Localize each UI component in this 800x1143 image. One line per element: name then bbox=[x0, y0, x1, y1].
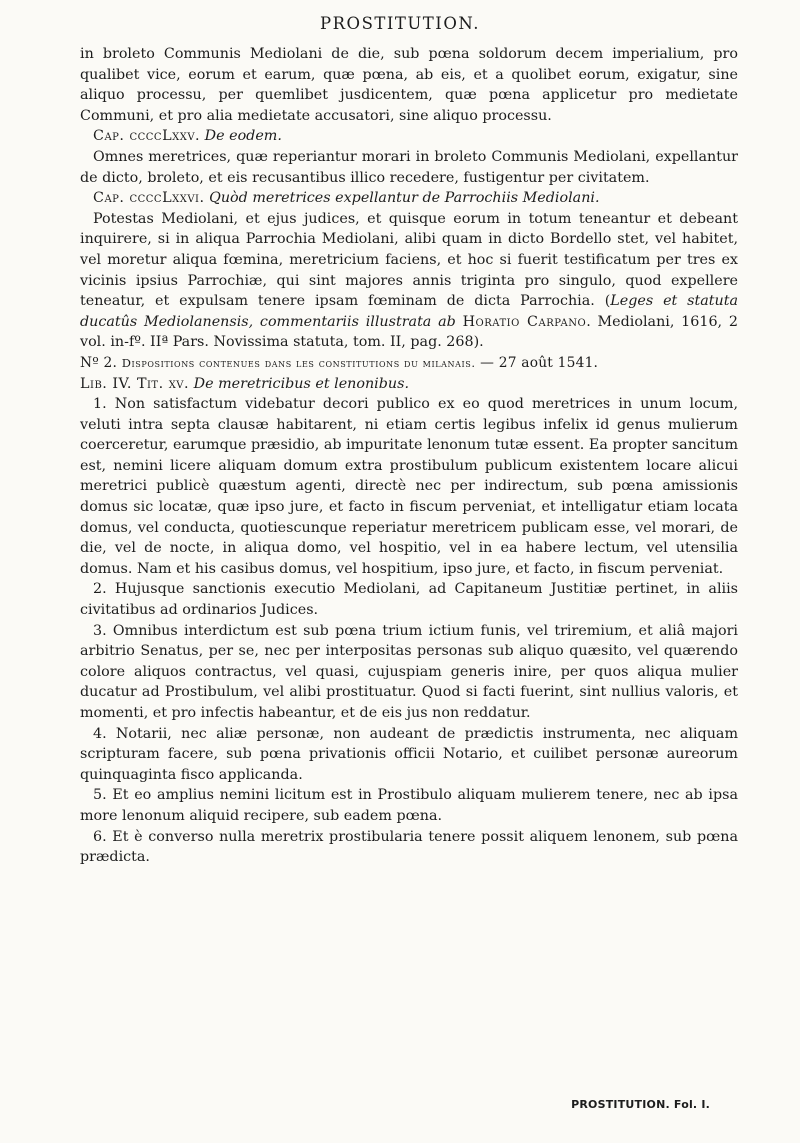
source-title: Leges et statuta ducatûs Mediolanensis, commentariis illustrata ab bbox=[80, 293, 739, 330]
document-heading bbox=[80, 353, 738, 374]
article-2: 2. Hujusque sanctionis executio Mediolani, ad Capitaneum Justitiæ pertinet, in aliis civitatibus ad ordinarios Judices. bbox=[80, 581, 738, 619]
running-head: PROSTITUTION. bbox=[320, 14, 480, 33]
article-4: 4. Notarii, nec aliæ personæ, non audeant de prædictis instrumenta, nec aliquam scripturam facere, sub pœna privationis officii Notario, et cuilibet personæ aureorum quinquaginta fisco applicanda. bbox=[80, 725, 738, 783]
book-title: De meretricibus et lenonibus. bbox=[193, 375, 409, 392]
source-details: . Mediolani, 1616, 2 vol. in-fº. IIª Pars. Novissima statuta, tom. II, pag. 268). bbox=[80, 313, 738, 351]
paragraph-continuation: in broleto Communis Mediolani de die, sub pœna soldorum decem imperialium, pro qualibet vice, eorum et earum, quæ pœna, ab eis, et a quolibet eorum, exigatur, sine aliquo processu, per quemlibet jusdicentem, quæ pœna applicetur pro medietate Communi, et pro alia medietate accusatori, sine aliquo processu. bbox=[80, 46, 738, 124]
chapter-number: Cap. ccccLxxvi. bbox=[93, 190, 205, 207]
body-text bbox=[80, 44, 738, 868]
article-3: 3. Omnibus interdictum est sub pœna trium ictium funis, vel triremium, et aliâ majori arbitrio Senatus, per se, nec per interpositas personas sub aliquo quæsito, vel quærendo colore aliquos contractus, vel quasi, cujuspiam generis inire, per quos aliqua mulier ducatur ad Prostibulum, vel alibi prostituatur. Quod si facti fuerint, sint nullius valoris, et momenti, et pro infectis habeantur, et de eis jus non reddatur. bbox=[80, 622, 738, 721]
paragraph-text: Potestas Mediolani, et ejus judices, et quisque eorum in totum teneantur et debeant inquirere, si in aliqua Parrochia Mediolani, alibi quam in dicto Bordello stet, vel habitet, vel moretur aliqua fœmina, meretricium faciens, et hoc si fuerit testificatum per tres ex vicinis ipsius Parrochiæ, qui sint majores annis triginta pro singulo, quod expellere teneatur, et expulsam tenere ipsam fœminam de dicta Parrochia. ( bbox=[80, 210, 738, 310]
document-number: Nº 2. bbox=[80, 354, 118, 371]
chapter-heading-475 bbox=[80, 126, 738, 147]
article-5: 5. Et eo amplius nemini licitum est in Prostibulo aliquam mulierem tenere, nec ab ipsa more lenonum aliquid recipere, sub eadem pœna. bbox=[80, 787, 738, 824]
chapter-title: Quòd meretrices expellantur de Parrochiis Mediolani. bbox=[209, 190, 600, 207]
document-title: Dispositions contenues dans les constitutions du milanais. bbox=[121, 355, 476, 370]
document-date: — 27 août 1541. bbox=[475, 354, 599, 371]
source-author: Horatio Carpano bbox=[462, 313, 587, 330]
chapter-heading-476 bbox=[80, 188, 738, 209]
article-6: 6. Et è converso nulla meretrix prostibularia tenere possit aliquem lenonem, sub pœna prædicta. bbox=[80, 828, 738, 866]
paragraph-expellantur: Omnes meretrices, quæ reperiantur morari in broleto Communis Mediolani, expellantur de dicto, broleto, et eis recusantibus illico recedere, fustigentur per civitatem. bbox=[80, 148, 738, 186]
chapter-number: Cap. ccccLxxv. bbox=[93, 128, 201, 145]
paragraph-potestas bbox=[80, 209, 738, 353]
signature-mark: PROSTITUTION. Fol. I. bbox=[571, 1098, 710, 1111]
article-1: 1. Non satisfactum videbatur decori publico ex eo quod meretrices in unum locum, veluti intra septa clausæ habitarent, ni etiam certis legibus infelix id genus mulierum coerceretur, earumque præsidio, ab impuritate lenonum tutæ essent. Ea propter sancitum est, nemini licere aliquam domum extra prostibulum publicum existentem locare alicui meretrici publicè quæstum agenti, directè nec per indirectum, sub pœna amissionis domus sic locatæ, quæ ipso jure, et facto in fiscum perveniat, et intelligatur etiam locata domus, vel conducta, quotiescunque reperiatur meretricem publicam esse, vel morari, de die, vel de nocte, in aliqua domo, vel hospitio, vel in ea habere lectum, vel utensilia domus. Nam et his casibus domus, vel hospitium, ipso jure, et facto, in fiscum perveniat. bbox=[80, 396, 738, 577]
book-ref: Lib. IV. Tit. xv. bbox=[80, 375, 190, 392]
book-title-heading bbox=[80, 374, 738, 395]
chapter-title: De eodem. bbox=[204, 128, 282, 145]
